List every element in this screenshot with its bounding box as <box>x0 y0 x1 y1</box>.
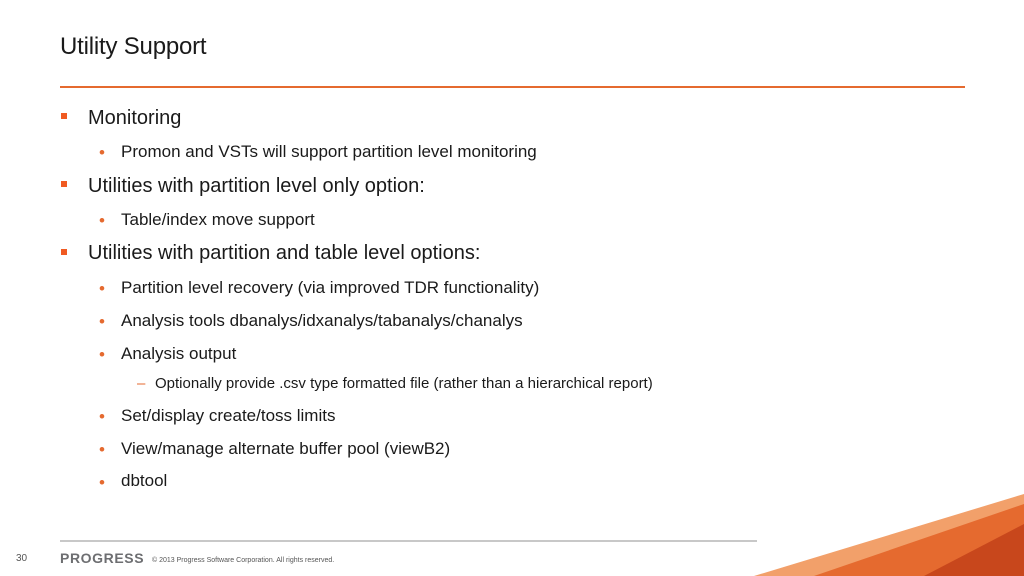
corner-decoration-icon <box>754 494 1024 576</box>
dot-bullet-icon: • <box>99 440 105 459</box>
copyright-notice: © 2013 Progress Software Corporation. All rights reserved. <box>152 557 335 564</box>
list-item: Set/display create/toss limits <box>121 406 336 425</box>
dot-bullet-icon: • <box>99 279 105 298</box>
square-bullet-icon <box>61 113 67 119</box>
list-item: Utilities with partition and table level options: <box>88 242 481 264</box>
dot-bullet-icon: • <box>99 143 105 162</box>
square-bullet-icon <box>61 249 67 255</box>
slide-title: Utility Support <box>60 33 207 60</box>
square-bullet-icon <box>61 181 67 187</box>
dot-bullet-icon: • <box>99 345 105 364</box>
list-item: Optionally provide .csv type formatted file (rather than a hierarchical report) <box>155 375 653 392</box>
dot-bullet-icon: • <box>99 211 105 230</box>
footer-divider <box>60 540 757 542</box>
dot-bullet-icon: • <box>99 407 105 426</box>
list-item: Promon and VSTs will support partition level monitoring <box>121 142 537 161</box>
list-item: Monitoring <box>88 107 182 129</box>
list-item: Table/index move support <box>121 210 315 229</box>
dash-bullet-icon: – <box>137 375 146 392</box>
progress-logo: PROGRESS <box>60 550 145 566</box>
dot-bullet-icon: • <box>99 473 105 492</box>
list-item: Utilities with partition level only option: <box>88 175 425 197</box>
list-item: Analysis output <box>121 344 237 363</box>
dot-bullet-icon: • <box>99 312 105 331</box>
list-item: Partition level recovery (via improved TDR functionality) <box>121 278 540 297</box>
page-number: 30 <box>16 553 28 564</box>
list-item: Analysis tools dbanalys/idxanalys/tabanalys/chanalys <box>121 311 523 330</box>
list-item: View/manage alternate buffer pool (viewB2) <box>121 439 451 458</box>
list-item: dbtool <box>121 471 168 490</box>
